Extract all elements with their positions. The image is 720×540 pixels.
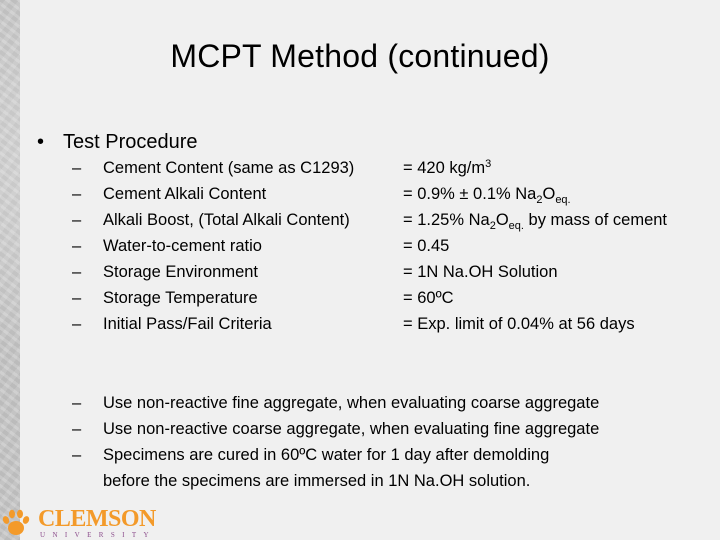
wordmark-text: CLEMSON bbox=[38, 505, 156, 532]
list-item bbox=[72, 181, 667, 207]
bullet-test-procedure bbox=[37, 131, 198, 154]
list-item bbox=[72, 442, 599, 494]
dash-marker: – bbox=[72, 420, 82, 438]
wordmark-subtext: UNIVERSITY bbox=[40, 530, 156, 539]
clemson-wordmark bbox=[36, 507, 162, 539]
item-label: Storage Temperature bbox=[103, 289, 258, 307]
item-value: = 1N Na.OH Solution bbox=[403, 263, 558, 281]
item-label: Alkali Boost, (Total Alkali Content) bbox=[103, 211, 350, 229]
list-item bbox=[72, 155, 667, 181]
clemson-logo bbox=[0, 505, 162, 540]
list-item bbox=[72, 390, 599, 416]
item-label: Water-to-cement ratio bbox=[103, 237, 262, 255]
note-text: Use non-reactive fine aggregate, when evaluating coarse aggregate bbox=[103, 394, 600, 412]
dash-marker: – bbox=[72, 159, 82, 177]
dash-marker: – bbox=[72, 394, 82, 412]
list-item bbox=[72, 233, 667, 259]
item-label: Initial Pass/Fail Criteria bbox=[103, 315, 272, 333]
item-value: = 0.45 bbox=[403, 237, 450, 255]
item-value: = Exp. limit of 0.04% at 56 days bbox=[403, 315, 635, 333]
item-label: Storage Environment bbox=[103, 263, 259, 281]
procedure-list bbox=[72, 155, 667, 337]
note-text: Use non-reactive coarse aggregate, when evaluating fine aggregate bbox=[103, 420, 600, 438]
slide-title: MCPT Method (continued) bbox=[170, 38, 550, 74]
list-item bbox=[72, 311, 667, 337]
bullet-text: Test Procedure bbox=[63, 131, 198, 153]
item-label: Cement Content (same as C1293) bbox=[103, 159, 355, 177]
note-text: Specimens are cured in 60ºC water for 1 day after demolding before the specimens are immersed in 1N Na.OH solution. bbox=[103, 446, 550, 490]
item-value: = 0.9% ± 0.1% $Na_2O_{eq.}$ bbox=[403, 185, 571, 206]
list-item bbox=[72, 259, 667, 285]
dash-marker: – bbox=[72, 263, 82, 281]
list-item bbox=[72, 285, 667, 311]
bullet-icon: • bbox=[37, 131, 45, 153]
dash-marker: – bbox=[72, 446, 82, 464]
list-item bbox=[72, 416, 599, 442]
tiger-paw-icon bbox=[0, 507, 32, 539]
dash-marker: – bbox=[72, 211, 82, 229]
item-label: Cement Alkali Content bbox=[103, 185, 267, 203]
item-value: = 420 $kg/m^3$ bbox=[403, 158, 492, 177]
dash-marker: – bbox=[72, 289, 82, 307]
list-item bbox=[72, 207, 667, 233]
dash-marker: – bbox=[72, 237, 82, 255]
dash-marker: – bbox=[72, 185, 82, 203]
item-value: = 1.25% $Na_2O_{eq.}$ by mass of cement bbox=[403, 211, 668, 232]
notes-list bbox=[72, 390, 599, 494]
item-value: = 60ºC bbox=[403, 289, 454, 307]
dash-marker: – bbox=[72, 315, 82, 333]
